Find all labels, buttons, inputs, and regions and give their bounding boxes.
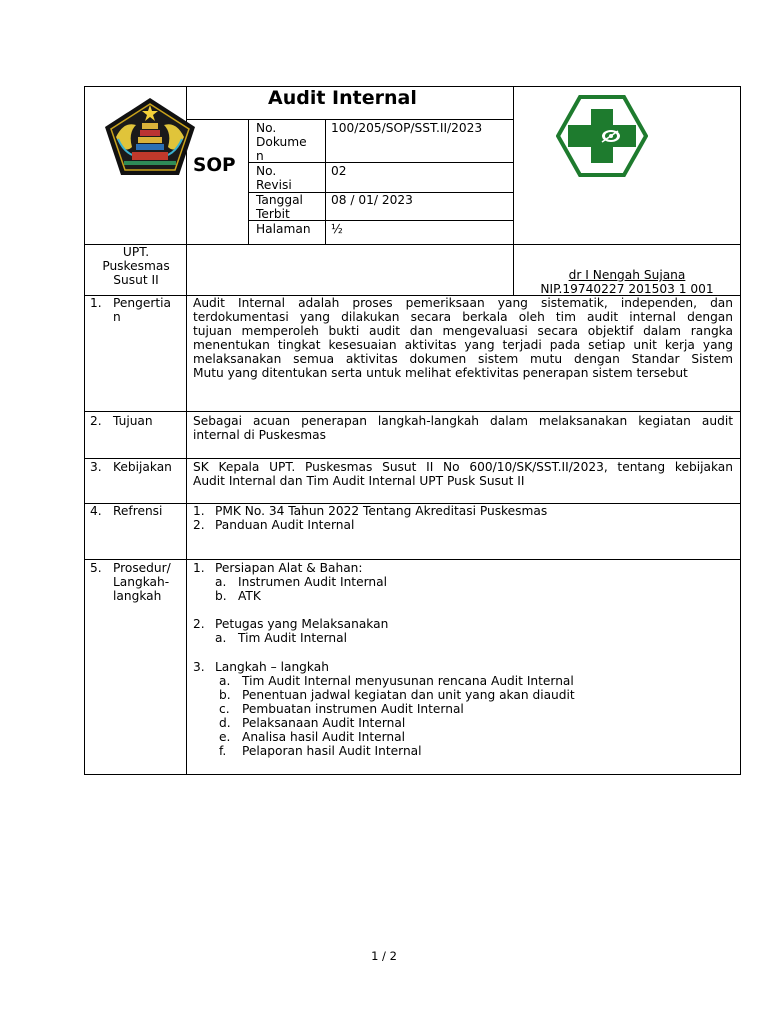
procedure-item-letter: b. xyxy=(219,688,231,702)
procedure-item: Pelaksanaan Audit Internal xyxy=(242,716,406,730)
section-3-body: SK Kepala UPT. Puskesmas Susut II No 600/10/SK/SST.II/2023, tentang kebijakan Audit Internal dan Tim Audit Internal UPT Pusk Susut II xyxy=(193,460,733,488)
procedure-item: Pelaporan hasil Audit Internal xyxy=(242,744,422,758)
procedure-item-letter: b. xyxy=(215,589,227,603)
procedure-group-number: 2. xyxy=(193,617,205,631)
procedure-item: Penentuan jadwal kegiatan dan unit yang akan diaudit xyxy=(242,688,575,702)
procedure-item-letter: d. xyxy=(219,716,231,730)
puskesmas-cross-logo xyxy=(556,95,648,177)
section-5-label: Prosedur/ Langkah- langkah xyxy=(113,561,171,603)
reference-item: 2. xyxy=(193,518,205,532)
signer-block xyxy=(514,268,740,296)
section-divider-5 xyxy=(84,559,741,560)
field-label-page: Halaman xyxy=(256,222,311,236)
section-3-number: 3. xyxy=(90,460,102,474)
field-label-doc-no: No. Dokume n xyxy=(256,121,307,163)
procedure-item: ATK xyxy=(238,589,261,603)
section-1-number: 1. xyxy=(90,296,102,310)
procedure-item-letter: f. xyxy=(219,744,227,758)
procedure-item: Tim Audit Internal menyusunan rencana Audit Internal xyxy=(242,674,574,688)
section-2-label: Tujuan xyxy=(113,414,153,428)
title-row-divider xyxy=(186,119,514,120)
section-5-number: 5. xyxy=(90,561,102,575)
signer-nip: NIP.19740227 201503 1 001 xyxy=(540,282,714,296)
procedure-item: Pembuatan instrumen Audit Internal xyxy=(242,702,464,716)
table-left-border xyxy=(84,86,85,775)
procedure-item-letter: e. xyxy=(219,730,231,744)
procedure-group-title: Persiapan Alat & Bahan: xyxy=(215,561,363,575)
table-right-border xyxy=(740,86,741,775)
procedure-item-letter: c. xyxy=(219,702,230,716)
signer-name: dr I Nengah Sujana xyxy=(568,268,686,282)
section-4-label: Refrensi xyxy=(113,504,163,518)
procedure-group-title: Langkah – langkah xyxy=(215,660,329,674)
section-2-number: 2. xyxy=(90,414,102,428)
reference-item: 1. xyxy=(193,504,205,518)
table-bottom-border xyxy=(84,774,741,775)
reference-item-text: PMK No. 34 Tahun 2022 Tentang Akreditasi Puskesmas xyxy=(215,504,548,518)
section-divider-2 xyxy=(84,411,741,412)
section-1-body: Audit Internal adalah proses pemeriksaan yang sistematik, independen, dan terdokumentasi yang dilakukan secara berkala oleh tim audit internal dengan tujuan memperoleh bukti audit dan mengevaluasi secara objektif dalam rangka menentukan tingkat kesesuaian aktivitas yang terjadi pada setiap unit kerja yang melaksanakan semua aktivitas dokumen sistem mutu dengan Standar Sistem Mutu yang ditentukan serta untuk melihat efektivitas penerapan sistem tersebut xyxy=(193,296,733,380)
procedure-item: Tim Audit Internal xyxy=(238,631,348,645)
field-value-date: 08 / 01/ 2023 xyxy=(331,193,413,207)
procedure-group-title: Petugas yang Melaksanakan xyxy=(215,617,389,631)
procedure-group-number: 1. xyxy=(193,561,205,575)
field-value-divider xyxy=(325,119,326,244)
reference-item-text: Panduan Audit Internal xyxy=(215,518,355,532)
sop-label: SOP xyxy=(193,155,236,176)
unit-name: UPT. Puskesmas Susut II xyxy=(102,245,170,287)
field-value-doc-no: 100/205/SOP/SST.II/2023 xyxy=(331,121,483,135)
sop-column-divider xyxy=(248,119,249,244)
section-3-label: Kebijakan xyxy=(113,460,172,474)
procedure-item-letter: a. xyxy=(215,575,227,589)
procedure-item: Analisa hasil Audit Internal xyxy=(242,730,405,744)
document-title: Audit Internal xyxy=(268,87,417,109)
page-number: 1 / 2 xyxy=(371,949,397,963)
regency-emblem-logo xyxy=(102,95,198,177)
field-value-page: ½ xyxy=(331,222,343,236)
field-value-revision: 02 xyxy=(331,164,347,178)
section-4-number: 4. xyxy=(90,504,102,518)
label-column-divider xyxy=(186,86,187,775)
procedure-item-letter: a. xyxy=(219,674,231,688)
right-logo-divider xyxy=(513,86,514,295)
procedure-item-letter: a. xyxy=(215,631,227,645)
section-divider-3 xyxy=(84,458,741,459)
field-label-date: Tanggal Terbit xyxy=(256,193,303,221)
procedure-group-number: 3. xyxy=(193,660,205,674)
procedure-item: Instrumen Audit Internal xyxy=(238,575,387,589)
section-1-label: Pengertia n xyxy=(113,296,172,324)
section-2-body: Sebagai acuan penerapan langkah-langkah dalam melaksanakan kegiatan audit internal di Puskesmas xyxy=(193,414,733,442)
field-label-revision: No. Revisi xyxy=(256,164,292,192)
